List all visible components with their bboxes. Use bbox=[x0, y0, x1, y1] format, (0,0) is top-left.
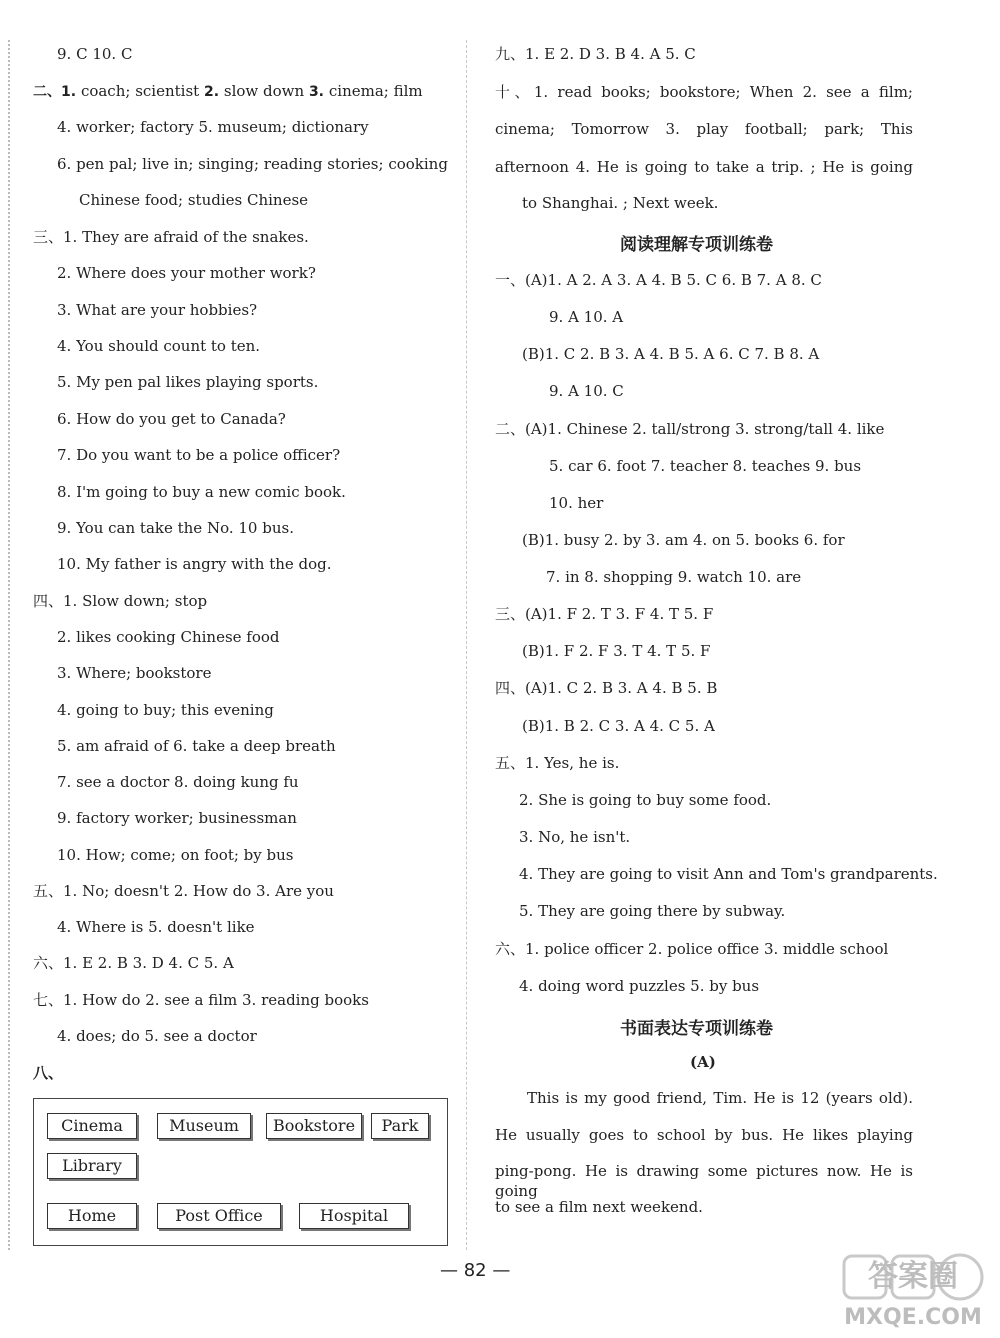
answer-line: Chinese food; studies Chinese bbox=[79, 191, 309, 209]
answer-line: 10. How; come; on foot; by bus bbox=[57, 846, 294, 864]
answer-line: (B)1. C 2. B 3. A 4. B 5. A 6. C 7. B 8. A bbox=[522, 345, 820, 363]
answer-line: 三、1. They are afraid of the snakes. bbox=[33, 228, 309, 246]
column-divider bbox=[466, 40, 467, 1250]
answer-line: 二、(A)1. Chinese 2. tall/strong 3. strong/tall 4. like bbox=[495, 420, 885, 438]
answer-line: 5. am afraid of 6. take a deep breath bbox=[57, 737, 336, 755]
essay-line: to see a film next weekend. bbox=[495, 1198, 703, 1216]
section-label: 八、 bbox=[33, 1064, 64, 1082]
answer-line: afternoon 4. He is going to take a trip. ; He is going bbox=[495, 158, 913, 176]
answer-line: 九、1. E 2. D 3. B 4. A 5. C bbox=[495, 45, 696, 63]
answer-line: 三、(A)1. F 2. T 3. F 4. T 5. F bbox=[495, 605, 714, 623]
answer-line: 六、1. police officer 2. police office 3. middle school bbox=[495, 940, 889, 958]
home-box: Home bbox=[47, 1203, 137, 1229]
answer-line: 5. My pen pal likes playing sports. bbox=[57, 373, 319, 391]
answer-line: 4. They are going to visit Ann and Tom's grandparents. bbox=[519, 865, 938, 883]
answer-line: (B)1. busy 2. by 3. am 4. on 5. books 6. for bbox=[522, 531, 845, 549]
place-map bbox=[33, 1098, 448, 1246]
answer-line: 六、1. E 2. B 3. D 4. C 5. A bbox=[33, 954, 234, 972]
answer-line: cinema; Tomorrow 3. play football; park; This bbox=[495, 120, 913, 138]
answer-line: 4. Where is 5. doesn't like bbox=[57, 918, 255, 936]
section-heading: 书面表达专项训练卷 bbox=[620, 1019, 773, 1039]
answer-line: 七、1. How do 2. see a film 3. reading books bbox=[33, 991, 369, 1009]
essay-line: ping-pong. He is drawing some pictures now. He is going bbox=[495, 1162, 913, 1200]
answer-line: 2. She is going to buy some food. bbox=[519, 791, 772, 809]
essay-line: This is my good friend, Tim. He is 12 (years old). bbox=[527, 1089, 913, 1107]
watermark-logo bbox=[838, 1250, 988, 1330]
answer-line: 十、1. read books; bookstore; When 2. see a film; bbox=[495, 83, 913, 101]
answer-line: 2. likes cooking Chinese food bbox=[57, 628, 280, 646]
essay-line: He usually goes to school by bus. He likes playing bbox=[495, 1126, 913, 1144]
svg-text:MXQE.COM: MXQE.COM bbox=[844, 1305, 982, 1330]
answer-line: 9. A 10. C bbox=[549, 382, 624, 400]
answer-line: 五、1. No; doesn't 2. How do 3. Are you bbox=[33, 882, 334, 900]
svg-text:答案圈: 答案圈 bbox=[868, 1259, 958, 1294]
answer-line: 3. No, he isn't. bbox=[519, 828, 631, 846]
answer-line: 3. Where; bookstore bbox=[57, 664, 212, 682]
answer-line: 8. I'm going to buy a new comic book. bbox=[57, 483, 346, 501]
bookstore-box: Bookstore bbox=[266, 1113, 362, 1139]
answer-line: 五、1. Yes, he is. bbox=[495, 754, 620, 772]
answer-line: 四、1. Slow down; stop bbox=[33, 592, 208, 610]
answer-line: (B)1. F 2. F 3. T 4. T 5. F bbox=[522, 642, 711, 660]
subsection-label: (A) bbox=[690, 1053, 716, 1071]
hospital-box: Hospital bbox=[299, 1203, 409, 1229]
answer-line: (B)1. B 2. C 3. A 4. C 5. A bbox=[522, 717, 715, 735]
answer-line: 9. factory worker; businessman bbox=[57, 809, 297, 827]
answer-line: 9. A 10. A bbox=[549, 308, 624, 326]
park-box: Park bbox=[371, 1113, 429, 1139]
answer-line: to Shanghai. ; Next week. bbox=[522, 194, 719, 212]
answer-line: 四、(A)1. C 2. B 3. A 4. B 5. B bbox=[495, 679, 718, 697]
answer-line: 10. her bbox=[549, 494, 604, 512]
answer-line: 4. You should count to ten. bbox=[57, 337, 261, 355]
answer-line: 4. going to buy; this evening bbox=[57, 701, 274, 719]
answer-line: 7. Do you want to be a police officer? bbox=[57, 446, 341, 464]
section-heading: 阅读理解专项训练卷 bbox=[620, 235, 773, 255]
answer-line: 7. see a doctor 8. doing kung fu bbox=[57, 773, 299, 791]
post-office-box: Post Office bbox=[157, 1203, 281, 1229]
library-box: Library bbox=[47, 1153, 137, 1179]
answer-line: 2. Where does your mother work? bbox=[57, 264, 316, 282]
answer-line: 4. worker; factory 5. museum; dictionary bbox=[57, 118, 369, 136]
answer-line: 4. doing word puzzles 5. by bus bbox=[519, 977, 760, 995]
cinema-box: Cinema bbox=[47, 1113, 137, 1139]
left-binding-edge bbox=[8, 40, 12, 1250]
answer-line: 6. How do you get to Canada? bbox=[57, 410, 286, 428]
answer-line: 5. They are going there by subway. bbox=[519, 902, 786, 920]
answer-line: 3. What are your hobbies? bbox=[57, 301, 258, 319]
museum-box: Museum bbox=[157, 1113, 251, 1139]
answer-line: 9. You can take the No. 10 bus. bbox=[57, 519, 294, 537]
answer-line: 10. My father is angry with the dog. bbox=[57, 555, 332, 573]
answer-line: 一、(A)1. A 2. A 3. A 4. B 5. C 6. B 7. A 8. C bbox=[495, 271, 822, 289]
answer-line: 二、1. coach; scientist 2. slow down 3. cinema; film bbox=[33, 82, 423, 100]
answer-line: 5. car 6. foot 7. teacher 8. teaches 9. bus bbox=[549, 457, 862, 475]
answer-line: 4. does; do 5. see a doctor bbox=[57, 1027, 257, 1045]
answer-line: 7. in 8. shopping 9. watch 10. are bbox=[546, 568, 802, 586]
answer-line: 9. C 10. C bbox=[57, 45, 133, 63]
answer-line: 6. pen pal; live in; singing; reading stories; cooking bbox=[57, 155, 448, 173]
page-number: — 82 — bbox=[440, 1260, 511, 1281]
